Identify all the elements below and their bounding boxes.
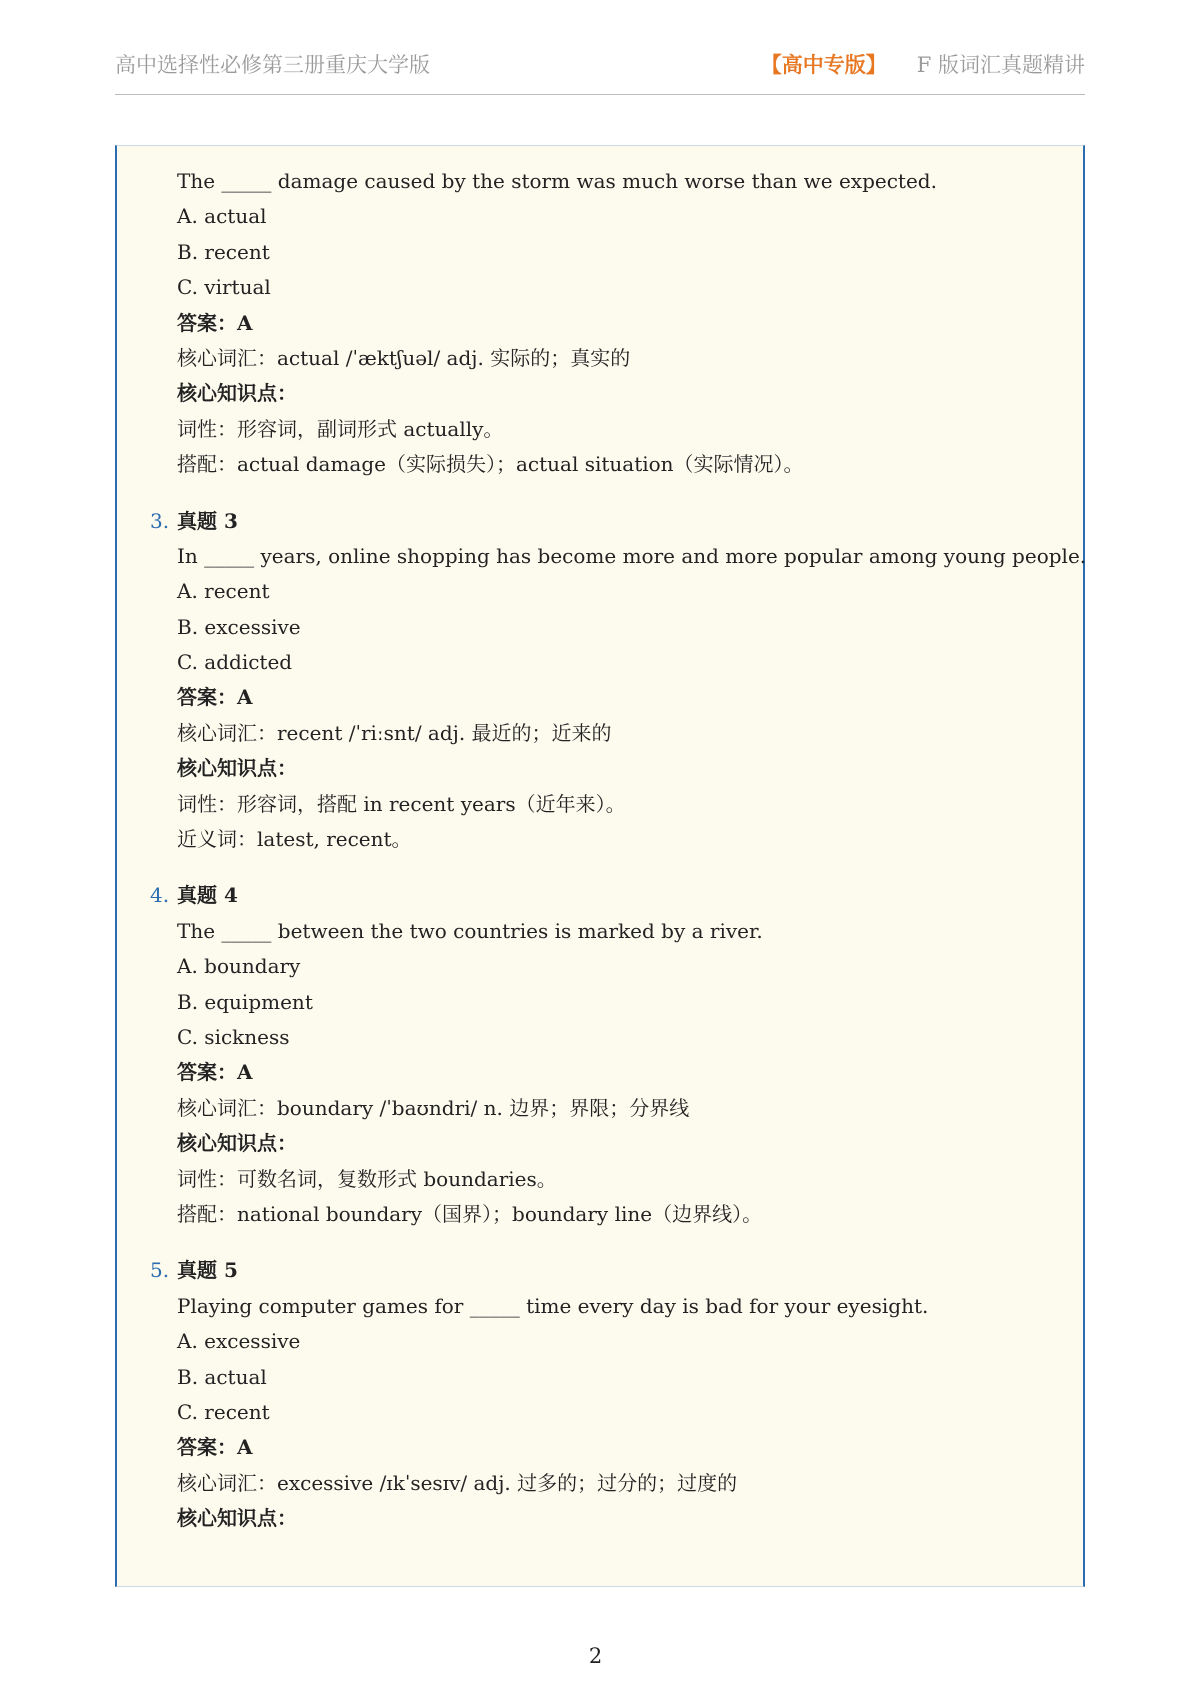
question-block-continued [117,164,1083,483]
option-c: C. virtual [177,275,271,300]
option-c: C. sickness [177,1024,290,1049]
answer-line: 答案：A [177,310,253,335]
document-title: 高中选择性必修第三册重庆大学版 [115,53,430,77]
core-vocabulary-line: 核心词汇：excessive /ɪkˈsesɪv/ adj. 过多的；过分的；过度的 [177,1470,738,1495]
question-heading [117,878,1083,913]
option-b: B. equipment [177,989,313,1014]
answer-line: 答案：A [177,1060,253,1085]
question-stem: The _____ damage caused by the storm was much worse than we expected. [177,169,937,193]
note-line: 词性：形容词，副词形式 actually。 [177,416,504,441]
header-divider [115,94,1085,95]
question-number: 5. [150,1258,170,1283]
question-block-3 [117,504,1087,858]
note-line: 搭配：actual damage（实际损失）；actual situation（实际情况）。 [177,452,804,477]
question-list [117,164,1087,1536]
option-b: B. excessive [177,614,301,639]
question-stem: In _____ years, online shopping has become more and more popular among young people. [177,543,1087,568]
option-c: C. addicted [177,650,293,675]
question-heading [117,504,1083,539]
header-right [761,49,1085,79]
option-c: C. recent [177,1399,270,1424]
question-stem: Playing computer games for _____ time every day is bad for your eyesight. [177,1293,929,1318]
knowledge-point-label: 核心知识点： [177,1506,297,1531]
option-b: B. actual [177,1364,267,1389]
core-vocabulary-line: 核心词汇：actual /ˈæktʃuəl/ adj. 实际的；真实的 [177,345,631,370]
knowledge-point-label: 核心知识点： [177,1131,297,1156]
section-title: F 版词汇真题精讲 [916,53,1085,77]
option-a: A. recent [177,579,270,604]
page-number: 2 [588,1644,603,1668]
question-block-4 [117,878,1083,1232]
question-block-5 [117,1253,1083,1536]
question-heading [117,1253,1083,1288]
answer-line: 答案：A [177,1435,253,1460]
note-line: 近义词：latest, recent。 [177,827,412,852]
knowledge-point-label: 核心知识点： [177,381,297,406]
option-a: A. boundary [177,954,301,979]
answer-line: 答案：A [177,685,253,710]
question-title: 真题 5 [177,1258,238,1283]
question-title: 真题 4 [177,883,238,908]
question-number: 4. [150,883,170,908]
option-a: A. excessive [177,1329,301,1354]
note-line: 词性：形容词，搭配 in recent years（近年来）。 [177,791,626,816]
edition-tag: 【高中专版】 [760,52,887,77]
question-number: 3. [150,508,170,533]
knowledge-point-label: 核心知识点： [177,756,297,781]
page-header [115,44,1085,84]
question-title: 真题 3 [177,508,238,533]
question-panel [115,145,1085,1587]
core-vocabulary-line: 核心词汇：recent /ˈriːsnt/ adj. 最近的；近来的 [177,720,612,745]
option-a: A. actual [177,204,267,229]
question-stem: The _____ between the two countries is marked by a river. [177,918,763,943]
note-line: 词性：可数名词，复数形式 boundaries。 [177,1166,557,1191]
note-line: 搭配：national boundary（国界）；boundary line（边界线）。 [177,1201,763,1226]
option-b: B. recent [177,239,270,264]
core-vocabulary-line: 核心词汇：boundary /ˈbaʊndri/ n. 边界；界限；分界线 [177,1095,690,1120]
